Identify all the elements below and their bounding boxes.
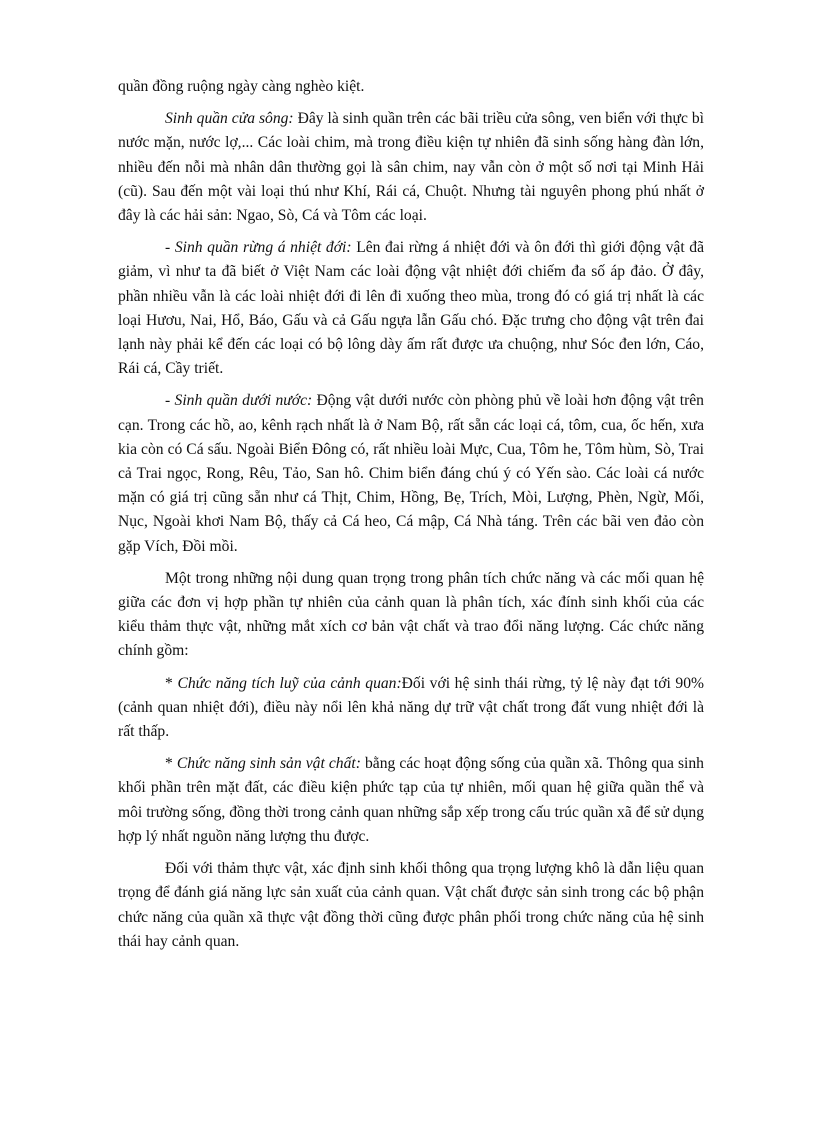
- paragraph-continuation: [118, 75, 704, 99]
- paragraph-functions-intro: [118, 567, 704, 664]
- paragraph-underwater-biome: [118, 389, 704, 558]
- paragraph-text: Một trong những nội dung quan trọng trong phân tích chức năng và các mối quan hệ giữa các đơn vị hợp phần tự nhiên của cảnh quan là phân tích, xác đính sinh khối của các kiểu thảm thực vật, những mắt xích cơ bản vật chất và trao đổi năng lượng. Các chức năng chính gồm:: [118, 569, 704, 660]
- paragraph-text: quần đồng ruộng ngày càng nghèo kiệt.: [118, 78, 365, 95]
- paragraph-text: Đây là sinh quần trên các bãi triều cửa sông, ven biển với thực bì nước mặn, nước lợ,... Các loài chim, mà trong điều kiện tự nhiên đã sinh sống hàng đàn lớn, nhiều đến nỗi mà nhân dân thường gọi là sân chim, nay vẫn còn ở một số nơi tại Minh Hải (cũ). Sau đến một vài loại thú như Khí, Rái cá, Chuột. Nhưng tài nguyên phong phú nhất ở đây là các hải sản: Ngao, Sò, Cá và Tôm các loại.: [118, 110, 704, 225]
- paragraph-accumulation-function: [118, 672, 704, 745]
- bullet-prefix: *: [165, 755, 177, 773]
- bullet-prefix: -: [165, 239, 175, 257]
- paragraph-heading: Chức năng sinh sản vật chất:: [176, 755, 361, 773]
- paragraph-text: Đối với hệ sinh thái rừng, tỷ lệ này đạt tới 90% (cảnh quan nhiệt đới), điều này nổi lên khả năng dự trữ vật chất trong đất vung nhiệt đới là rất thấp.: [118, 674, 705, 741]
- paragraph-heading: Chức năng tích luỹ của cảnh quan:: [177, 674, 402, 692]
- paragraph-vegetation-biomass: [118, 857, 704, 954]
- paragraph-text: Lên đai rừng á nhiệt đới và ôn đới thì giới động vật đã giảm, vì như ta đã biết ở Việt Nam các loài động vật nhiệt đới chiếm đa số áp đảo. Ở đây, phần nhiều vẫn là các loài nhiệt đới đi lên đi xuống theo mùa, trong đó có giá trị nhất là các loại Hươu, Nai, Hổ, Báo, Gấu và cả Gấu ngựa lẫn Gấu chó. Đặc trưng cho động vật trên đai lạnh này phải kể đến các loại có bộ lông dày ấm rất được ưa chuộng, như Sóc đen lớn, Cáo, Rái cá, Cầy triết.: [118, 239, 704, 378]
- paragraph-production-function: [118, 752, 704, 849]
- paragraph-heading: Sinh quần cửa sông:: [165, 110, 294, 128]
- bullet-prefix: *: [165, 674, 178, 692]
- paragraph-heading: Sinh quần dưới nước:: [174, 392, 313, 410]
- paragraph-text: Động vật dưới nước còn phòng phủ về loài hơn động vật trên cạn. Trong các hồ, ao, kênh rạch nhất là ở Nam Bộ, rất sẵn các loại cá, tôm, cua, ốc hến, xưa kia còn có Cá sấu. Ngoài Biển Đông có, rất nhiều loài Mực, Cua, Tôm he, Tôm hùm, Sò, Trai cả Trai ngọc, Rong, Rêu, Tảo, San hô. Chim biển đáng chú ý có Yến sào. Các loài cá nước mặn có giá trị cũng sẵn như cá Thịt, Chim, Hồng, Bẹ, Trích, Mòi, Lượng, Phèn, Ngừ, Mối, Nục, Ngoài khơi Nam Bộ, thấy cả Cá heo, Cá mập, Cá Nhà táng. Trên các bãi ven đảo còn gặp Vích, Đồi mồi.: [118, 392, 704, 555]
- bullet-prefix: -: [165, 392, 175, 410]
- paragraph-subtropical-forest-biome: [118, 236, 704, 381]
- document-page: [118, 75, 704, 962]
- paragraph-text: Đối với thảm thực vật, xác định sinh khối thông qua trọng lượng khô là dẫn liệu quan trọng để đánh giá năng lực sản xuất của cảnh quan. Vật chất được sản sinh trong các bộ phận chức năng của quần xã thực vật đồng thời cũng được phân phối trong chức năng của hệ sinh thái hay cảnh quan.: [118, 860, 704, 950]
- paragraph-heading: Sinh quần rừng á nhiệt đới:: [174, 239, 352, 257]
- paragraph-estuary-biome: [118, 107, 704, 228]
- paragraph-text: bằng các hoạt động sống của quần xã. Thông qua sinh khối phần trên mặt đất, các điều kiện phức tạp của tự nhiên, mối quan hệ giữa quần thể và môi trường sống, đồng thời trong cảnh quan những sắp xếp trong cấu trúc quần xã để sử dụng hợp lý nhất nguồn năng lượng thu được.: [118, 755, 704, 845]
